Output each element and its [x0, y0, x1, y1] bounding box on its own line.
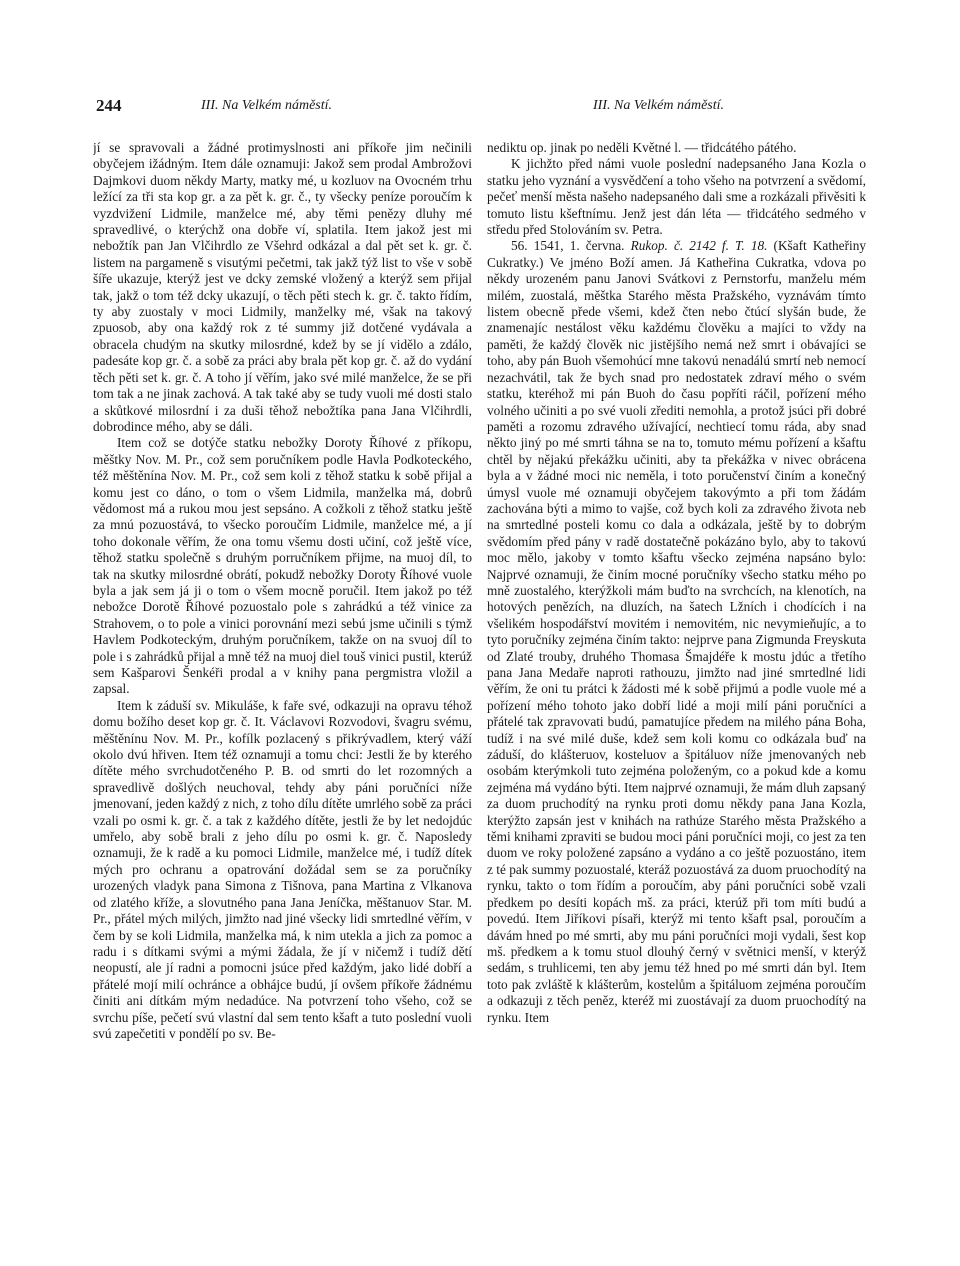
paragraph: nediktu op. jinak po neděli Květné l. — třidcátého pátého. [487, 140, 797, 155]
entry-text: (Kšaft Katheřiny Cukratky.) Ve jméno Boží amen. Já Katheřina Cukratka, vdova po někdy urozeném panu Janovi Svátkovi z Pernstorfu, manželu mém milém, zuostalá, měštka Starého města Pražského, vyznávám tímto listem obecně přede všemi, kdež čten nebo čtúcí slyšán bude, že znamenajíc nestálost věku každému člověku a majíci to vždy na paměti, že každý člověk nic jistějšího nemá než smrt i obávajíci se toho, aby pán Buoh všemohúcí mne takovú nenadálú smrtí neb nemocí nezachvátil, tak že bych snad pro nedostatek zdraví mého o svém statku, kteréhož mi pán Buoh do času popříti ráčil, pořízení mého volného učiniti a po své vuoli zřediti nemohla, a protož jsúci při dobré paměti a rozomu zdravého užívající, nechtiecí tomu ráda, aby snad někto jiný po mé smrti táhna se na to, tomuto mému pořízení a kšaftu chtěl by nějakú překážku učiniti, aby ta překážka v nivec obrácena byla a v žádné moci nic neměla, i toto poručenství činím a konečný úmysl vuole mé oznamuji obyčejem takovýmto a při tom žádám zachována býti a mimo to vajše, což bych koli za zdravého života neb na smrtedlné posteli komu co dala a odkázala, ještě by to dobrým svědomím před pány v radě dostatečně pokázáno bylo, aby to takovú moc mělo, jakoby v tomto kšaftu všecko zejména napsáno bylo: Najprvé oznamuji, že činím mocné poručníky všecho statku mého po mně zuostalého, kterýžkoli mám buďto na svrchcích, na klenotích, na hotových penězích, na dluzích, na šatech Lžních i chodících i na všelikém hospodářství movitém i nemovitém, nic nevymieňujíc, a to tyto poručníky zejména činím takto: nejprve pana Zigmunda Freyskuta od Zlaté trouby, druhého Thomasa Šmajdéře k mostu jdúc a třetího pana Jana Medaře naproti rathouzu, jimžto nad jiné smrtedlné lidi věřím, že oni tu prátci k žádosti mé k sobě přijmú a podle vuole mé a pořízení mého tohoto jako dobří lidé a moji milí páni poručníci a přátelé tak zpravovati budú, pamatujíce předem na milého pána Boha, tudíž i na své milé duše, kdež sem koli komu co odkázala buď na záduší, do klášteruov, kosteluov a špitáluov níže jmenovaných neb osobám kterýmkoli tuto zejména položeným, co a pokud kde a komu zejména má vydáno býti. Item najprvé oznamuji, že mám dluh zapsaný za duom pruchodítý na rynku proti domu někdy pana Jana Kozla, kterýžto zapsán jest v knihách na rathúze Starého města Pražského a těmi knihami zpraviti se budou moci páni poručníci moji, co jest za ten duom ve roky položené zapsáno a vydáno a co ještě pozuostáno, item z té pak summy pozuostalé, kteráž pozuostává za duom pruochodítý na rynku, takto o tom řídím a poroučím, aby páni poručníci sobě vzali předkem po desíti kopách mš. za práci, kterúž při tom míti budú a povedú. Item Jiříkovi písaři, kterýž mi tento kšaft psal, poroučím a dávám hned po mé smrti, aby mu páni poručníci moji vydali, šest kop mš. předkem a k tomu stuol dlouhý černý v světnici menší, v kterýž sedám, s truhlicemi, ten aby jemu též hned po mé smrti dán byl. Item toto pak zvláště k klášterům, kostelům a špitáluom zejména poroučím a odkazuji z těch peněz, kteréž mi zuostávají za duom pruochodítý na rynku. Item [487, 238, 866, 1025]
right-column [487, 140, 866, 1240]
paragraph: jí se spravovali a žádné protimyslnosti ani příkoře jim nečinili obyčejem ižádným. Item dále oznamuji: Jakož sem prodal Ambrožovi Dajmkovi duom někdy Marty, matky mé, u kozluov na Ovocném trhu ležící za tři sta kop gr. a za pět k. gr. č., ty všecky peníze poroučím k vyzdvižení Lidmile, manželce mé, aby těmi penězy dluhy mé spravedlivé, o kterýchž ona dobře ví, splatila. Item jakož jest mi nebožtík pan Jan Vlčihrdlo ze Všehrd odkázal a dal pět set k. gr. č. listem na pargameně s visutými pečetmi, tak jakž týž list to vše v sobě šíře ukazuje, kterýž jest ve dcky zemské vložený a kterýž sem přijal tak, jakž o tom též dcky ukazují, o těch pěti stech k. gr. č. takto řídím, ty aby zuostaly v moci Lidmily, manželky mé, však na takový zpuosob, aby ona každý rok z té summy již dotčené vydávala a obracela chudým na skutky milosrdné, kdež by se jí vidělo a zdálo, padesáte kop gr. č. a sobě za práci aby brala pět kop gr. č. až do vydání těch pěti set k. gr. č. A toho jí věřím, jako své milé manželce, že se při tom tak a ne jinak zachová. A tak také aby se tudy vuoli mé dosti stalo a skůtkové milosrdní i za duši těhož nebožtíka pana Jana Vlčihrdli, dobrodince mého, aby se dáli. [93, 140, 472, 434]
entry-date: 1541, 1. června. [533, 238, 625, 254]
entry-number: 56. [511, 238, 528, 254]
left-column [93, 140, 472, 1240]
paragraph: Item k záduší sv. Mikuláše, k faře své, odkazuji na opravu téhož domu božího deset kop gr. č. It. Václavovi Rozvodovi, švagru svému, měštěnínu Nov. M. Pr., kofílk pozlacený s přikrývadlem, který váží okolo dvú hřiven. Item též oznamuji a tomu chci: Jestli že by kterého dítěte mého svrchudotčeného P. B. od smrti do let rozomných a spravedlivě došlých neuchoval, tehdy aby páni poručníci níže jmenovaní, jeden každý z nich, z toho dílu dítěte umrlého sobě za práci vzali po osmi k. gr. č. a tak z každého dítěte, jestli že by let nedojdúc umřelo, aby sobě brali z jeho dílu po osmi k. gr. č. Naposledy oznamuji, že k radě a ku pomoci Lidmile, manželce mé, i tudíž dítek mých pro ochranu a opatrování dožádal sem se za poručníky urozených vladyk pana Simona z Tišnova, pana Martina z Vlkanova od zlatého kříže, a slovutného pana Jana Jeníčka, měštanuov Star. M. Pr., přátel mých milých, jimžto nad jiné všecky lidi smrtedlné věřím, v čem by se koli Lidmila, manželka má, k nim utekla a jich za pomoc a radu i s dítkami svými a mými žádala, že jí v ničemž i tudíž dětí neopustí, ale jí radni a pomocni jsúce před každým, jako lidé dobří a přátelé mojí milí ochránce a obhájce budú, jí ovšem příkoře žádnému činiti ani dítkám mým nedadúce. Na potvrzení toho všeho, což se svrchu píše, pečetí svú vlastní dal sem tento kšaft a tuto poslední vuoli svú zapečetiti v pondělí po sv. Be- [93, 697, 472, 1041]
running-head-right: III. Na Velkém náměstí. [593, 98, 725, 113]
entry-paragraph [487, 238, 866, 1026]
paragraph: K jichžto před námi vuole poslední nadepsaného Jana Kozla o statku jeho vyznání a vysvědčení a toho všeho na potvrzení a svědomí, pečeť menší města našeho nadepsaného dali sme a rozkázali přivěsiti k tomuto listu kšeftnímu. Jenž jest dán léta — třidcátého sedmého v středu před Stolováním sv. Petra. [487, 156, 866, 238]
page-number: 244 [96, 96, 122, 115]
running-head-left: III. Na Velkém náměstí. [201, 98, 333, 113]
page-header [96, 96, 864, 120]
entry-source: Rukop. č. 2142 f. T. 18. [630, 238, 768, 254]
paragraph: Item což se dotýče statku nebožky Doroty Říhové z příkopu, měštky Nov. M. Pr., což sem poručníkem podle Havla Podkoteckého, též měštěnína Nov. M. Pr., což sem koli z těhož statku k sobě přijal a komu jest co dáno, o tom o všem Lidmila, manželka má, dobrů vědomost má a rukou mou jest sepsáno. A cožkoli z těhož statku ještě za mnú pozuostává, to všecko poroučím Lidmile, manželce mé, a jí toho dokonale věřím, že ona tomu všemu dosti učiní, což ještě více, těhož statku společně s druhým porručníkem přijme, na muoj díl, to tak na skutky milosrdné obrátí, pokudž nebožky Doroty Říhové vuole byla a jak sem já ji o tom o všem mocně poručil. Item jakož po též nebožce Dorotě Říhové pozuostalo pole s zahrádkú a též vinice za Strahovem, o to pole a vinici porovnání mezi sebú jsme učinili s týmž Havlem Podkoteckým, druhým poručníkem, takže on na svuoj díl to pole i s zahrádků přijal a mně též na muoj diel touš vinici pustil, kterúž sem Kašparovi Šenkéři prodal a v knihy pana pergmistra vložil a zapsal. [93, 435, 472, 697]
